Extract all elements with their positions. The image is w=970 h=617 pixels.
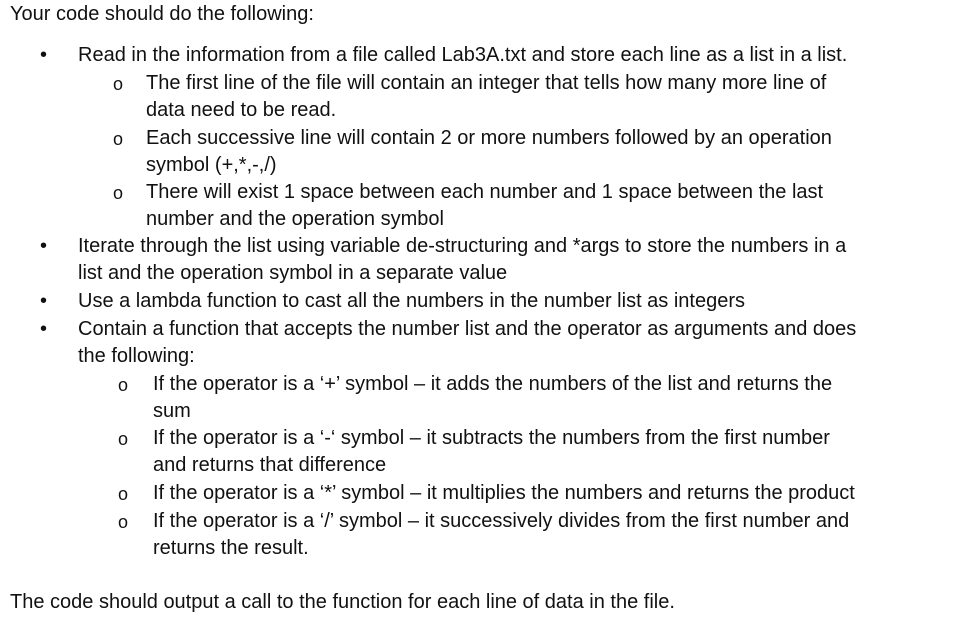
sub-item-line: data need to be read. — [146, 99, 337, 121]
list-item-line: Read in the information from a file called Lab3A.txt and store each line as a list in a list. — [78, 44, 848, 66]
sub-bullet-icon: o — [113, 183, 124, 203]
outro-text: The code should output a call to the function for each line of data in the file. — [10, 591, 675, 613]
sub-item-line: returns the result. — [153, 537, 309, 559]
bullet-icon: • — [40, 44, 48, 66]
list-item-line: Use a lambda function to cast all the numbers in the number list as integers — [78, 290, 746, 312]
sub-item-line: The first line of the file will contain an integer that tells how many more line of — [146, 72, 827, 94]
list-item-line: Contain a function that accepts the number list and the operator as arguments and does — [78, 318, 857, 340]
sub-bullet-icon: o — [113, 74, 124, 94]
sub-item-line: number and the operation symbol — [146, 208, 444, 230]
sub-item-line: and returns that difference — [153, 454, 387, 476]
bullet-icon: • — [40, 235, 48, 257]
sub-item-line: If the operator is a ‘+’ symbol – it adds the numbers of the list and returns the — [153, 373, 833, 395]
sub-item-line: There will exist 1 space between each number and 1 space between the last — [146, 181, 824, 203]
bullet-icon: • — [40, 290, 48, 312]
list-item-line: list and the operation symbol in a separate value — [78, 262, 508, 284]
sub-item-line: sum — [153, 400, 191, 422]
sub-item-line: If the operator is a ‘-‘ symbol – it subtracts the numbers from the first number — [153, 427, 830, 449]
sub-bullet-icon: o — [118, 512, 129, 532]
sub-bullet-icon: o — [118, 484, 129, 504]
sub-item-line: symbol (+,*,-,/) — [146, 154, 277, 176]
sub-item-line: If the operator is a ‘/’ symbol – it successively divides from the first number and — [153, 510, 850, 532]
sub-bullet-icon: o — [118, 429, 129, 449]
sub-bullet-icon: o — [113, 129, 124, 149]
sub-item-line: If the operator is a ‘*’ symbol – it multiplies the numbers and returns the product — [153, 482, 855, 504]
list-item-line: Iterate through the list using variable de-structuring and *args to store the numbers in a — [78, 235, 847, 257]
bullet-icon: • — [40, 318, 48, 340]
intro-text: Your code should do the following: — [10, 3, 314, 25]
sub-bullet-icon: o — [118, 375, 129, 395]
list-item-line: the following: — [78, 345, 195, 367]
sub-item-line: Each successive line will contain 2 or more numbers followed by an operation — [146, 127, 832, 149]
